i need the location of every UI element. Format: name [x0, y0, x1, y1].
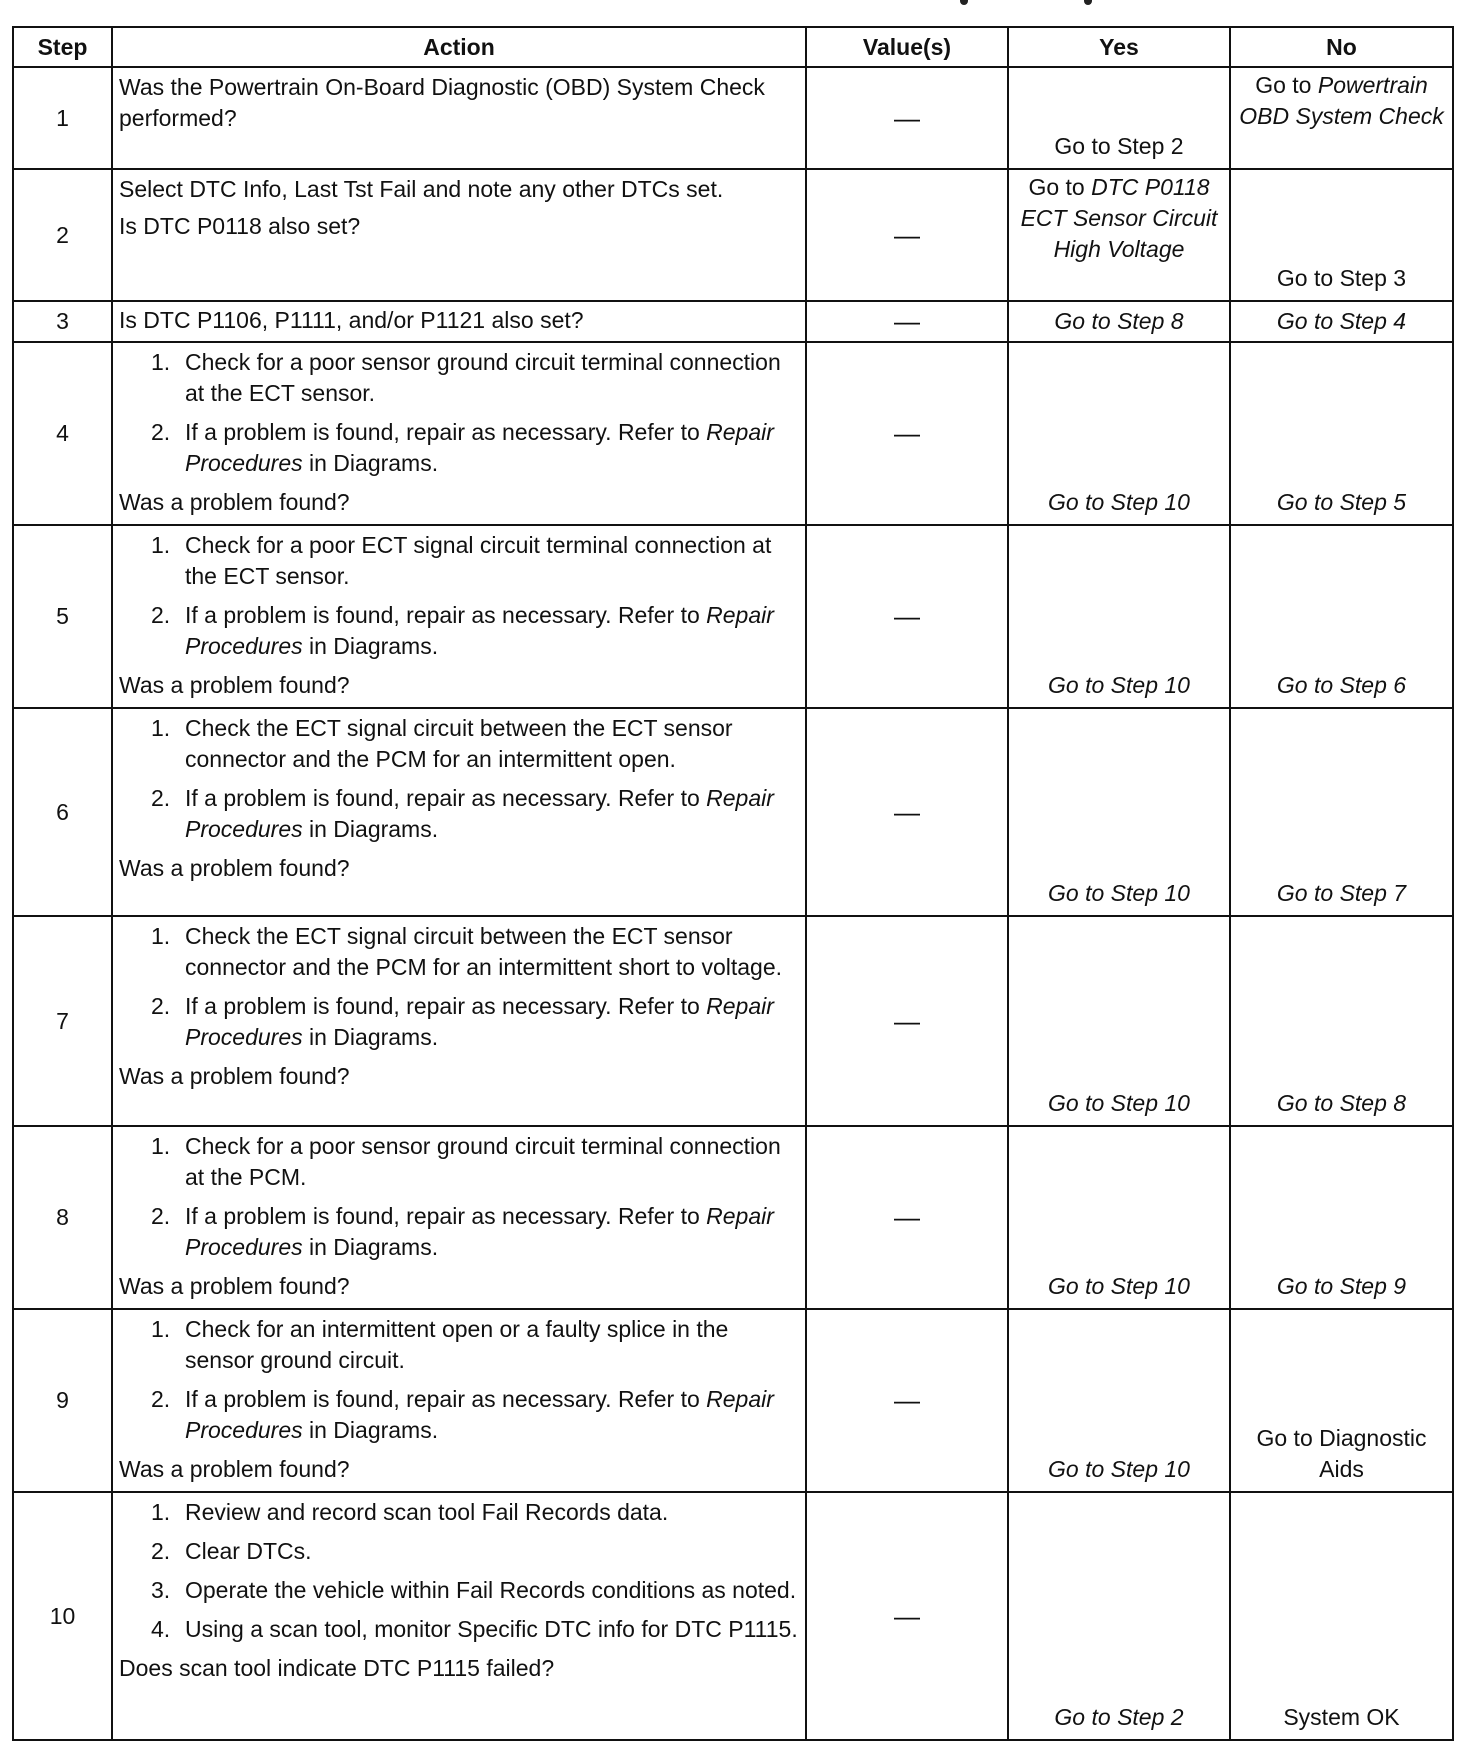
- value-cell: —: [806, 708, 1008, 916]
- no-prefix: Go to: [1255, 72, 1318, 98]
- table-row: [13, 525, 1453, 708]
- step-number: 5: [13, 525, 112, 708]
- step-number: 4: [13, 342, 112, 525]
- yes-cell: Go to Step 10: [1008, 916, 1230, 1126]
- yes-cell: Go to Step 10: [1008, 525, 1230, 708]
- no-cell: Go to Step 7: [1230, 708, 1453, 916]
- table-row: [13, 169, 1453, 301]
- yes-link: DTC P0118 ECT Sensor Circuit High Voltage: [1020, 174, 1218, 262]
- step-number: 1: [13, 67, 112, 169]
- yes-cell: [1008, 169, 1230, 301]
- yes-cell: Go to Step 10: [1008, 1309, 1230, 1492]
- header-step: Step: [13, 27, 112, 67]
- table-row: [13, 342, 1453, 525]
- action-question: Was a problem found?: [119, 1273, 350, 1299]
- yes-cell: Go to Step 8: [1008, 301, 1230, 342]
- table-row: [13, 1309, 1453, 1492]
- action-question: Does scan tool indicate DTC P1115 failed?: [119, 1655, 555, 1681]
- action-cell: [112, 916, 806, 1126]
- action-cell: [112, 1309, 806, 1492]
- action-list: [119, 921, 799, 1053]
- no-link: Powertrain OBD System Check: [1239, 72, 1444, 129]
- table-row: [13, 708, 1453, 916]
- value-cell: —: [806, 169, 1008, 301]
- yes-cell: Go to Step 2: [1008, 1492, 1230, 1740]
- header-yes: Yes: [1008, 27, 1230, 67]
- list-item: 2. If a problem is found, repair as necessary. Refer to Repair Procedures in Diagrams.: [151, 602, 774, 659]
- no-cell: Go to Step 3: [1230, 169, 1453, 301]
- no-cell: Go to Step 5: [1230, 342, 1453, 525]
- header-values: Value(s): [806, 27, 1008, 67]
- list-item: 1. Check for an intermittent open or a faulty splice in the sensor ground circuit.: [151, 1316, 729, 1373]
- action-question: Was a problem found?: [119, 672, 350, 698]
- table-row: [13, 1126, 1453, 1309]
- action-text: Select DTC Info, Last Tst Fail and note any other DTCs set.: [119, 176, 724, 202]
- list-item: 2. If a problem is found, repair as necessary. Refer to Repair Procedures in Diagrams.: [151, 419, 774, 476]
- list-item: 1. Check for a poor sensor ground circuit terminal connection at the ECT sensor.: [151, 349, 781, 406]
- list-item: 2. If a problem is found, repair as necessary. Refer to Repair Procedures in Diagrams.: [151, 993, 774, 1050]
- step-number: 2: [13, 169, 112, 301]
- action-cell: [112, 525, 806, 708]
- value-cell: —: [806, 525, 1008, 708]
- action-question: Was a problem found?: [119, 1456, 350, 1482]
- action-list: [119, 1314, 799, 1446]
- value-cell: —: [806, 1126, 1008, 1309]
- no-cell: Go to Step 9: [1230, 1126, 1453, 1309]
- action-cell: [112, 708, 806, 916]
- step-number: 7: [13, 916, 112, 1126]
- action-cell: [112, 342, 806, 525]
- list-item: 1. Check the ECT signal circuit between the ECT sensor connector and the PCM for an intermittent open.: [151, 715, 733, 772]
- action-list: [119, 1497, 799, 1645]
- action-question: Was a problem found?: [119, 1063, 350, 1089]
- header-no: No: [1230, 27, 1453, 67]
- value-cell: —: [806, 67, 1008, 169]
- action-text: Was the Powertrain On-Board Diagnostic (OBD) System Check performed?: [119, 74, 765, 131]
- action-question: Was a problem found?: [119, 855, 350, 881]
- yes-cell: Go to Step 10: [1008, 708, 1230, 916]
- diagnostic-table: [12, 26, 1454, 1741]
- action-list: [119, 347, 799, 479]
- yes-cell: Go to Step 10: [1008, 342, 1230, 525]
- action-cell: [112, 1126, 806, 1309]
- header-row: [13, 27, 1453, 67]
- list-item: 1. Check for a poor ECT signal circuit terminal connection at the ECT sensor.: [151, 532, 772, 589]
- list-item: 1. Review and record scan tool Fail Records data.: [151, 1499, 669, 1525]
- value-cell: —: [806, 916, 1008, 1126]
- action-question: Was a problem found?: [119, 489, 350, 515]
- list-item: 3. Operate the vehicle within Fail Records conditions as noted.: [151, 1577, 797, 1603]
- step-number: 6: [13, 708, 112, 916]
- list-item: 2. If a problem is found, repair as necessary. Refer to Repair Procedures in Diagrams.: [151, 785, 774, 842]
- list-item: 2. If a problem is found, repair as necessary. Refer to Repair Procedures in Diagrams.: [151, 1203, 774, 1260]
- action-cell: [112, 1492, 806, 1740]
- value-cell: —: [806, 342, 1008, 525]
- no-cell: Go to Step 6: [1230, 525, 1453, 708]
- no-cell: Go to Step 8: [1230, 916, 1453, 1126]
- action-question: Is DTC P0118 also set?: [119, 213, 361, 239]
- list-item: 1. Check for a poor sensor ground circuit terminal connection at the PCM.: [151, 1133, 781, 1190]
- action-cell: [112, 67, 806, 169]
- yes-cell: Go to Step 10: [1008, 1126, 1230, 1309]
- step-number: 10: [13, 1492, 112, 1740]
- yes-prefix: Go to: [1028, 174, 1092, 200]
- value-cell: —: [806, 1309, 1008, 1492]
- no-cell: [1230, 67, 1453, 169]
- action-list: [119, 530, 799, 662]
- list-item: 1. Check the ECT signal circuit between the ECT sensor connector and the PCM for an intermittent short to voltage.: [151, 923, 783, 980]
- table-row: [13, 1492, 1453, 1740]
- list-item: 4. Using a scan tool, monitor Specific DTC info for DTC P1115.: [151, 1616, 798, 1642]
- table-row: [13, 301, 1453, 342]
- table-row: [13, 67, 1453, 169]
- action-cell: [112, 169, 806, 301]
- value-cell: —: [806, 301, 1008, 342]
- action-cell: [112, 301, 806, 342]
- value-cell: —: [806, 1492, 1008, 1740]
- step-number: 8: [13, 1126, 112, 1309]
- table-row: [13, 916, 1453, 1126]
- list-item: 2. Clear DTCs.: [151, 1538, 312, 1564]
- step-number: 3: [13, 301, 112, 342]
- no-cell: Go to Diagnostic Aids: [1230, 1309, 1453, 1492]
- no-cell: Go to Step 4: [1230, 301, 1453, 342]
- header-action: Action: [112, 27, 806, 67]
- action-list: [119, 713, 799, 845]
- action-text: Is DTC P1106, P1111, and/or P1121 also set?: [119, 307, 584, 333]
- yes-cell: Go to Step 2: [1008, 67, 1230, 169]
- action-list: [119, 1131, 799, 1263]
- top-edge-marks: [960, 0, 1120, 12]
- no-cell: System OK: [1230, 1492, 1453, 1740]
- list-item: 2. If a problem is found, repair as necessary. Refer to Repair Procedures in Diagrams.: [151, 1386, 774, 1443]
- step-number: 9: [13, 1309, 112, 1492]
